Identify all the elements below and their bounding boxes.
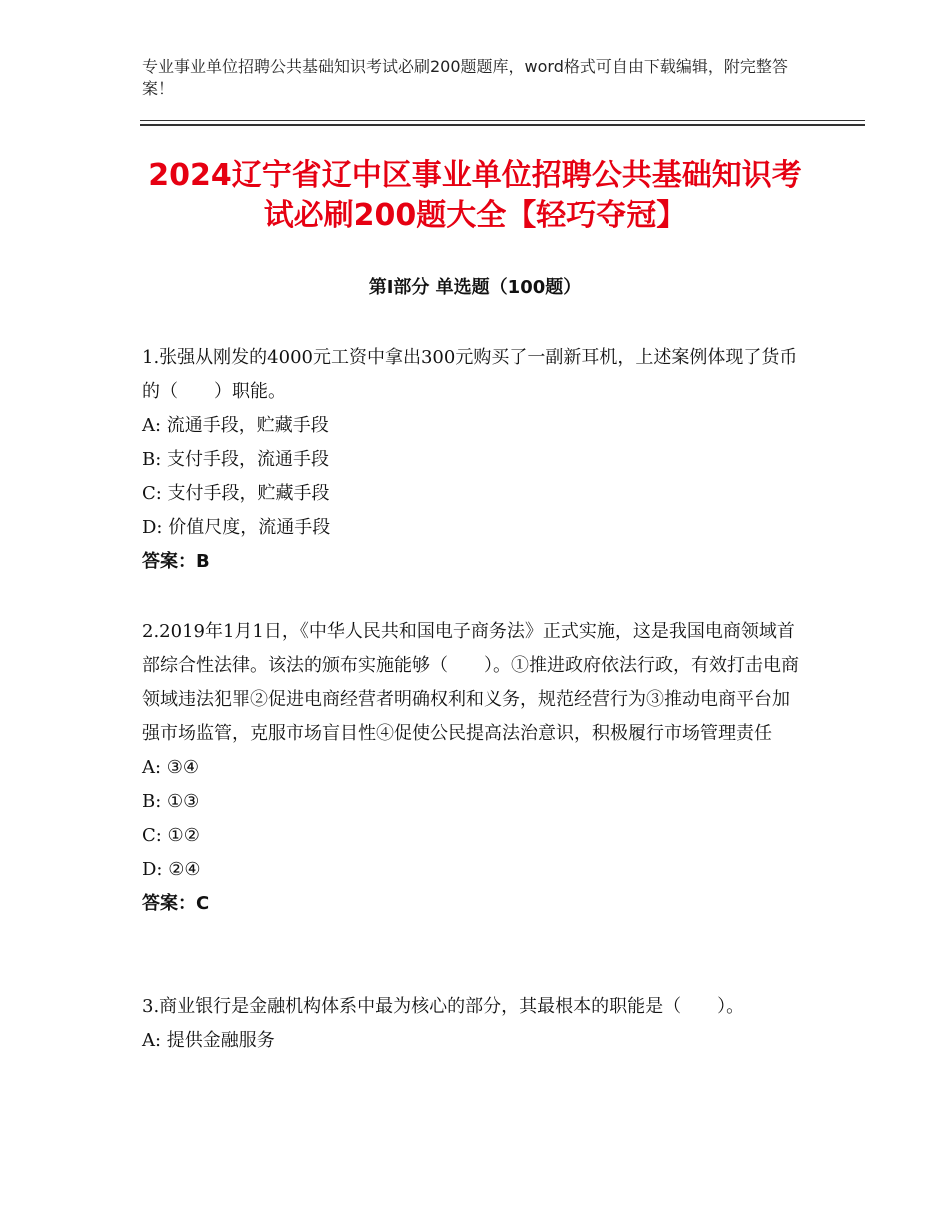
option-c: C: 支付手段，贮藏手段 <box>142 483 330 504</box>
document-title: 2024辽宁省辽中区事业单位招聘公共基础知识考试必刷200题大全【轻巧夺冠】 <box>148 158 802 233</box>
section-title: 第Ⅰ部分 单选题（100题） <box>368 277 582 298</box>
header-divider-thin <box>140 120 865 121</box>
option-d: D: ②④ <box>142 859 201 880</box>
header-note: 专业事业单位招聘公共基础知识考试必刷200题题库，word格式可自由下载编辑，附完整答案！ <box>142 57 788 98</box>
option-a: A: 流通手段，贮藏手段 <box>142 415 329 436</box>
question-stem: 1.张强从刚发的4000元工资中拿出300元购买了一副新耳机，上述案例体现了货币的（ ）职能。 <box>142 347 798 402</box>
answer: 答案：C <box>142 893 210 914</box>
option-c: C: ①② <box>142 825 200 846</box>
option-d: D: 价值尺度，流通手段 <box>142 517 331 538</box>
question-3 <box>142 990 802 1058</box>
question-1 <box>142 341 802 579</box>
option-b: B: 支付手段，流通手段 <box>142 449 330 470</box>
question-stem: 2.2019年1月1日，《中华人民共和国电子商务法》正式实施，这是我国电商领域首部综合性法律。该法的颁布实施能够（ ）。①推进政府依法行政，有效打击电商领域违法犯罪②促进电商经营者明确权利和义务，规范经营行为③推动电商平台加强市场监管，克服市场盲目性④促使公民提高法治意识，积极履行市场管理责任 <box>142 621 799 744</box>
answer: 答案：B <box>142 551 210 572</box>
option-a: A: 提供金融服务 <box>142 1030 275 1051</box>
option-a: A: ③④ <box>142 757 200 778</box>
question-2 <box>142 615 802 921</box>
header-divider-thick <box>140 124 865 126</box>
question-stem: 3.商业银行是金融机构体系中最为核心的部分，其最根本的职能是（ ）。 <box>142 996 745 1017</box>
option-b: B: ①③ <box>142 791 200 812</box>
